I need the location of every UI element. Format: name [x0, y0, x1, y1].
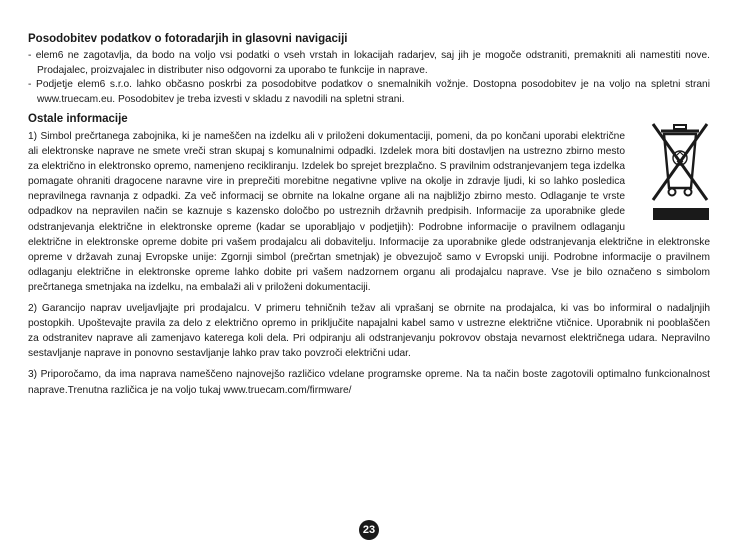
paragraph-firmware: 3) Priporočamo, da ima naprava nameščeno najnovejšo različico vdelane programske opreme. Na ta način boste zagotovili optimalno funkcionalnost naprave.Trenutna različica je na voljo tukaj www.truecam.com/firmware/ — [28, 369, 710, 396]
paragraph-weee-disposal: 1) Simbol prečrtanega zabojnika, ki je nameščen na izdelku ali v priloženi dokumentaciji, pomeni, da po končani uporabi električne ali elektronske naprave ne smete vreči stran skupaj s komunalnimi odpadki. Izdelek mora biti dostavljen na ustrezno zbirno mesto za električno in elektronsko opremo, namenjeno recikliranju. Izdelek bo sprejet brezplačno. S pravilnim odstranjevanjem tega izdelka pomagate ohraniti dragocene naravne vire in preprečiti morebitne negativne vplive na okolje in zdravje ljudi, ki so lahko posledica nepravilnega ravnanja z odpadki. Za več informacij se obrnite na lokalne organe ali na najbližjo zbirno mesto. Odlaganje te vrste odpadkov na nepravilen način se kaznuje s kazensko določbo po ustreznih državnih predpisih. Informacije za uporabnike glede odstranjevanja električne in elektronske opreme (kadar se uporabljajo v podjetjih): Podrobne informacije o pravilnem odlaganju električne in elektronske opreme dobite pri vašem prodajalcu ali dobavitelju. Informacije za uporabnike glede odstranjevanja električne in elektronske opreme v državah zunaj Evropske unije: Zgornji simbol (prečrtan smetnjak) je obvezujoč samo v Evropski uniji. Podrobne informacije o pravilnem odlaganju električne in elektronske opreme lahko dobite pri vašem nadzornem organu ali prodajalcu naprave. Vse je bilo označeno s simbolom prečrtanega smetnjaka na izdelku, na embalaži ali v priloženi dokumentaciji. — [28, 131, 710, 293]
list-item: - elem6 ne zagotavlja, da bodo na voljo vsi podatki o vseh vrstah in lokacijah radarjev, saj jih je mogoče odstraniti, premakniti ali namestiti nove. Prodajalec, proizvajalec in distributer niso odgovorni za uporabo te funkcije in naprave. — [28, 50, 710, 76]
section-heading-other-info: Ostale informacije — [28, 113, 128, 125]
document-page — [28, 32, 710, 398]
weee-bin-icon — [647, 120, 713, 232]
page-number-badge: 23 — [359, 520, 379, 540]
list-item: - Podjetje elem6 s.r.o. lahko občasno poskrbi za posodobitve podatkov o snemalnikih vožnje. Dostopna posodobitev je na voljo na spletni strani www.truecam.eu. Posodobitev je treba izvesti v skladu z navodili na spletni strani. — [28, 79, 710, 105]
section-heading-radar-update: Posodobitev podatkov o fotoradarjih in glasovni navigaciji — [28, 33, 348, 45]
radar-update-list — [28, 49, 710, 107]
paragraph-warranty: 2) Garancijo naprav uveljavljajte pri prodajalcu. V primeru tehničnih težav ali vprašanj se obrnite na prodajalca, ki vas bo informiral o nadaljnjih postopkih. Upoštevajte pravila za delo z električno opremo in priključite napajalni kabel samo v ustrezne električne vtičnice. Uporabnik ni pooblaščen za odstranitev naprave ali zamenjavo katerega koli dela. Pri odpiranju ali odstranjevanju pokrovov obstaja nevarnost električnega udara. Nepravilno sestavljanje naprave in ponovno sestavljanje lahko prav tako povzroči električni udar. — [28, 303, 710, 360]
